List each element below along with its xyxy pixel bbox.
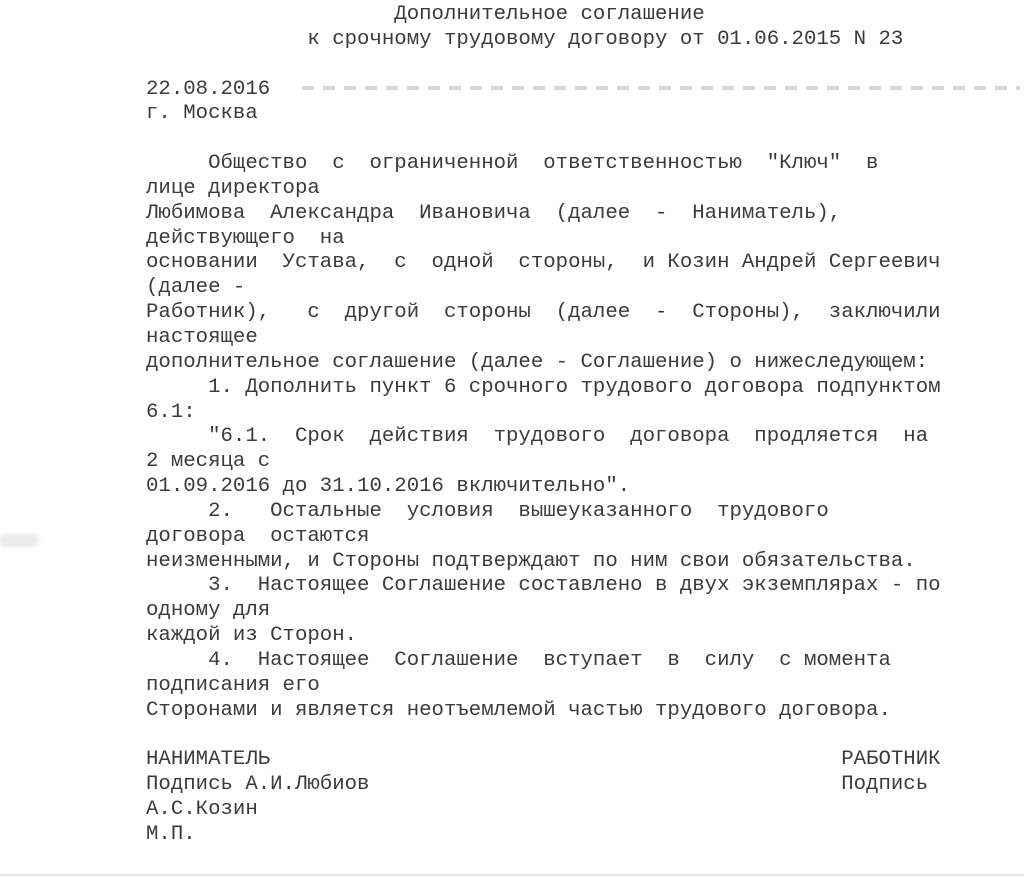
- preamble: [146, 152, 941, 376]
- clause-3-line: каждой из Сторон.: [146, 624, 358, 648]
- preamble-line: основании Устава, с одной стороны, и Козин Андрей Сергеевич: [146, 251, 941, 275]
- clause-3-line: 3. Настоящее Соглашение составлено в двух экземплярах - по: [146, 574, 941, 598]
- signature-employer-row: Подпись А.И.Любиов Подпись: [146, 773, 929, 797]
- preamble-line: действующего на: [146, 226, 345, 250]
- clause-2-line: договора остаются: [146, 524, 370, 548]
- preamble-line: Любимова Александра Ивановича (далее - Наниматель),: [146, 201, 842, 225]
- spacer: [146, 723, 941, 748]
- clause-1-line: 01.09.2016 до 31.10.2016 включительно".: [146, 475, 631, 499]
- document-subtitle: к срочному трудовому договору от 01.06.2015 N 23: [146, 27, 904, 51]
- clause-1: [146, 376, 941, 500]
- document-date: 22.08.2016: [146, 77, 271, 101]
- signature-parties-row: НАНИМАТЕЛЬ РАБОТНИК: [146, 748, 941, 772]
- preamble-line: настоящее: [146, 325, 258, 349]
- signature-block: [146, 748, 941, 847]
- scan-artifact-dashes: [302, 86, 1020, 90]
- document-title: Дополнительное соглашение: [146, 3, 705, 26]
- clause-1-line: 2 месяца с: [146, 450, 271, 474]
- clause-2-line: неизменными, и Стороны подтверждают по ним свои обязательства.: [146, 549, 916, 573]
- preamble-line: лице директора: [146, 176, 320, 200]
- spacer: [146, 127, 941, 152]
- preamble-line: дополнительное соглашение (далее - Соглашение) о нижеследующем:: [146, 350, 929, 374]
- scan-artifact-smudge: [0, 534, 38, 547]
- preamble-line: (далее -: [146, 276, 246, 300]
- clause-2-line: 2. Остальные условия вышеуказанного трудового: [146, 499, 829, 523]
- clause-4-line: Сторонами и является неотъемлемой частью трудового договора.: [146, 698, 891, 722]
- preamble-line: Общество с ограниченной ответственностью "Ключ" в: [146, 152, 879, 176]
- spacer: [146, 53, 941, 78]
- clause-4-line: 4. Настоящее Соглашение вступает в силу с момента: [146, 648, 891, 672]
- clause-1-line: 6.1:: [146, 400, 196, 424]
- page-bottom-edge: [0, 874, 1024, 876]
- signature-employee-name: А.С.Козин: [146, 798, 258, 821]
- clause-4: [146, 649, 941, 748]
- agreement-document: [146, 3, 941, 848]
- clause-3: [146, 574, 941, 649]
- document-header: [146, 3, 941, 78]
- stamp-placeholder: М.П.: [146, 822, 196, 846]
- document-city: г. Москва: [146, 102, 258, 126]
- clause-1-line: "6.1. Срок действия трудового договора продляется на: [146, 425, 929, 449]
- clause-3-line: одному для: [146, 599, 271, 623]
- clause-2: [146, 500, 941, 575]
- preamble-line: Работник), с другой стороны (далее - Стороны), заключили: [146, 301, 941, 325]
- clause-1-line: 1. Дополнить пункт 6 срочного трудового договора подпунктом: [146, 375, 941, 399]
- clause-4-line: подписания его: [146, 673, 320, 697]
